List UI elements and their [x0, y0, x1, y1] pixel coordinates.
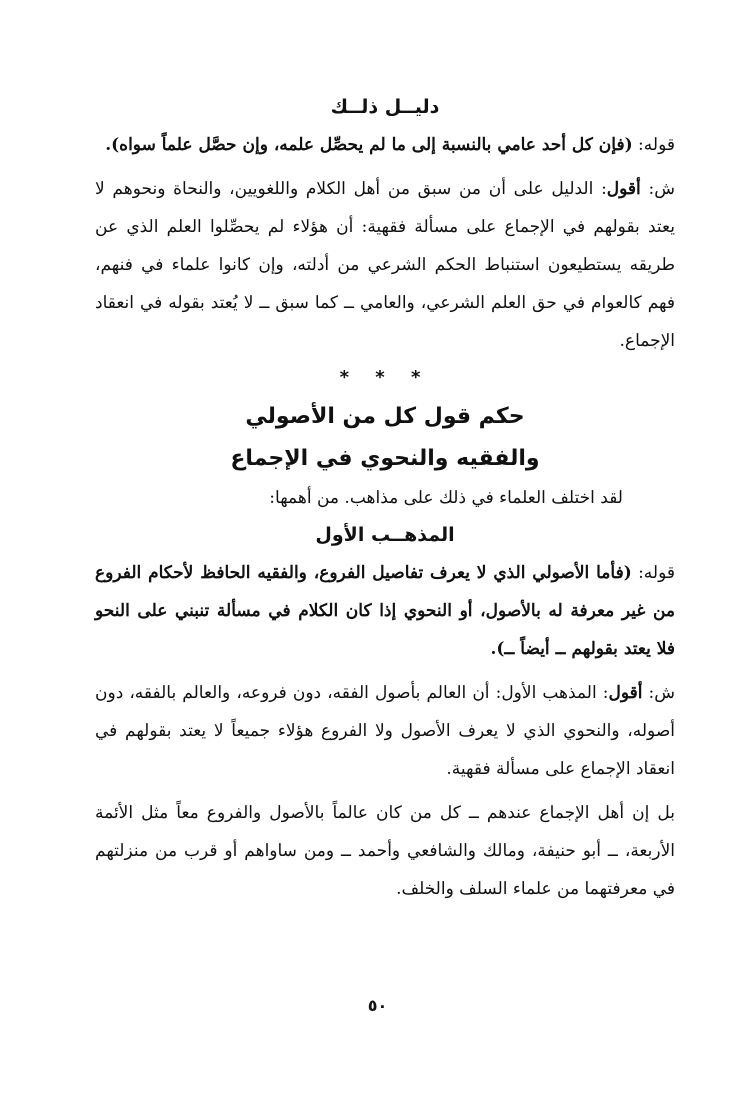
quote-lead: قوله:	[631, 563, 675, 583]
section-heading-ruling-line2: والفقيه والنحوي في الإجماع	[230, 446, 540, 471]
commentary-keyword: أقول	[606, 179, 641, 199]
section-separator-stars: * * *	[339, 367, 431, 388]
quote-lead: قوله:	[632, 135, 675, 155]
quote-paragraph-2	[95, 554, 675, 668]
page-number: ٥٠	[367, 996, 388, 1015]
commentary-text: : الدليل على أن من سبق من أهل الكلام واللغويين، والنحاة ونحوهم لا يعتد بقولهم في الإجماع على مسألة فقهية: أن هؤلاء لم يحصِّلوا العلم الذي عن طريقه يستطيعون استنباط الحكم الشرعي من أدلته، وإن كانوا علماء في فنهم، فهم كالعوام في حق العلم الشرعي، والعامي ــ كما سبق ــ لا يُعتد بقوله في انعقاد الإجماع.	[95, 179, 675, 351]
closing-paragraph: بل إن أهل الإجماع عندهم ــ كل من كان عالماً بالأصول والفروع معاً مثل الأئمة الأربعة، ــ أبو حنيفة، ومالك والشافعي وأحمد ــ ومن ساواهم أو قرب من منزلتهم في معرفتهما من علماء السلف والخلف.	[95, 803, 675, 899]
quote-paragraph-1	[95, 126, 675, 164]
commentary-keyword: أقول	[608, 683, 643, 703]
subheading-first-school: المذهــب الأول	[315, 524, 455, 546]
section-heading-ruling-line1: حكم قول كل من الأصولي	[245, 404, 525, 429]
quote-text: (فإن كل أحد عامي بالنسبة إلى ما لم يحصِّل علمه، وإن حصَّل علماً سواه).	[105, 135, 633, 155]
commentary-lead: ش:	[642, 683, 675, 703]
commentary-paragraph-1	[95, 170, 675, 360]
section-heading-evidence: دليــل ذلــك	[330, 96, 440, 118]
commentary-paragraph-2	[95, 674, 675, 788]
intro-line: لقد اختلف العلماء في ذلك على مذاهب. من أهمها:	[269, 488, 623, 508]
quote-text: (فأما الأصولي الذي لا يعرف تفاصيل الفروع، والفقيه الحافظ لأحكام الفروع من غير معرفة له بالأصول، أو النحوي إذا كان الكلام في مسألة تنبني على النحو فلا يعتد بقولهم ــ أيضاً ــ).	[95, 563, 675, 659]
commentary-text: : المذهب الأول: أن العالم بأصول الفقه، دون فروعه، والعالم بالفقه، دون أصوله، والنحوي الذي لا يعرف الأصول ولا الفروع هؤلاء جميعاً لا يعتد بقولهم في انعقاد الإجماع على مسألة فقهية.	[95, 683, 675, 779]
page-body	[95, 88, 675, 908]
commentary-lead: ش:	[640, 179, 675, 199]
